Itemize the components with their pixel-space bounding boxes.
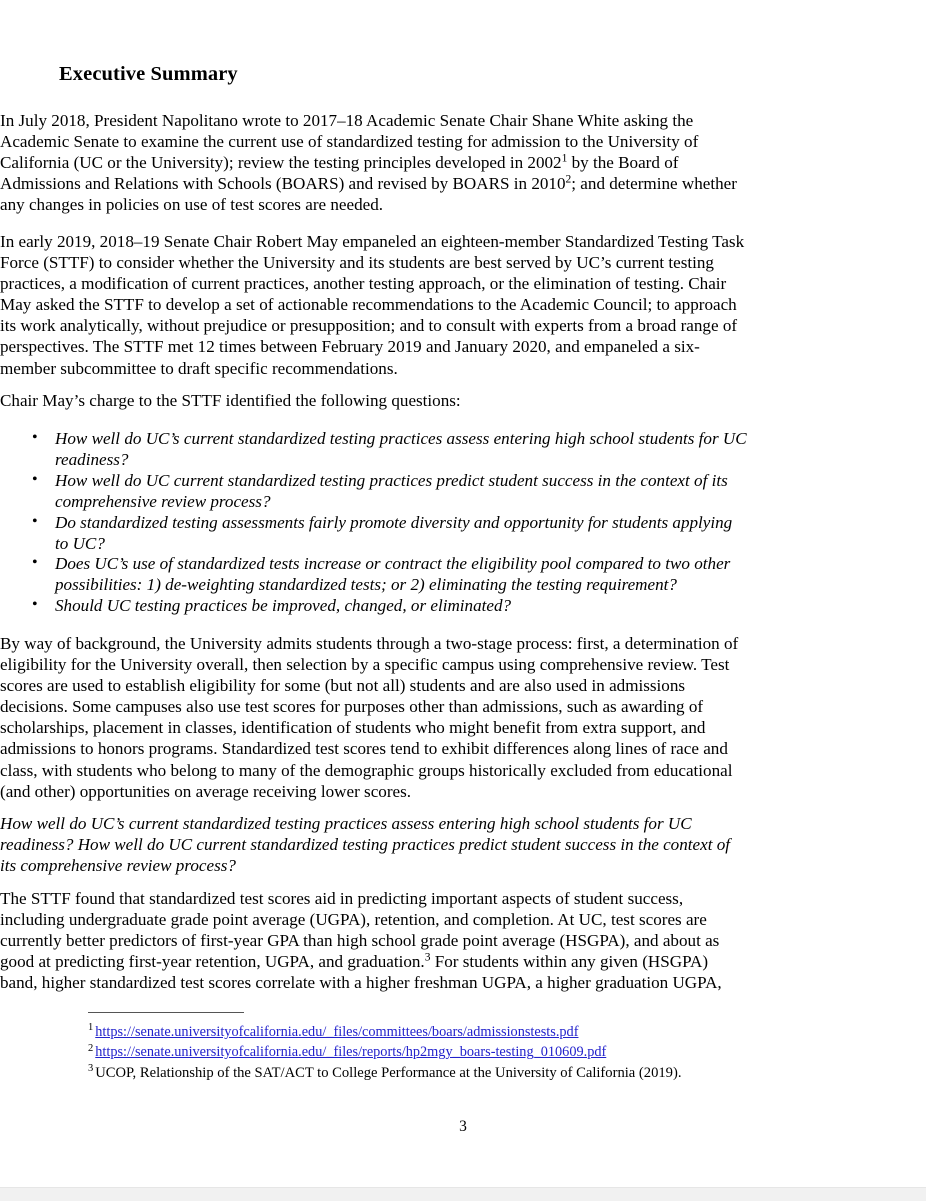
paragraph-text-part: ; and determine whether any changes in policies on use of test scores are needed.: [0, 174, 737, 215]
page-number: 3: [459, 1118, 467, 1135]
footnote-ref-3[interactable]: 3: [424, 951, 431, 964]
paragraph-background: By way of background, the University admits students through a two-stage process: first, a determination of eligibility for the University overall, then selection by a specific campus using comprehensive review. Test scores are used to establish eligibility for some (but not all) students and are also used in admissions decisions. Some campuses also use test scores for purposes other than admissions, such as awarding of scholarships, placement in classes, identification of students who might benefit from extra support, and admissions to honors programs. Standardized test scores tend to exhibit differences along lines of race and class, with students who belong to many of the demographic groups historically excluded from educational (and other) opportunities on average receiving lower scores.: [0, 634, 739, 801]
list-item: [0, 471, 748, 513]
footnote-1: [88, 1022, 848, 1042]
page-title: Executive Summary: [59, 63, 238, 85]
paragraph-text-part: For students within any given (HSGPA) band, higher standardized test scores correlate with a higher freshman UGPA, a higher graduation UGPA,: [0, 952, 722, 993]
footnote-link-boars-testing-report[interactable]: https://senate.universityofcalifornia.edu/_files/reports/hp2mgy_boars-testing_010609.pdf: [95, 1044, 607, 1061]
bullet-icon: •: [32, 596, 38, 614]
bullet-icon: •: [32, 429, 38, 446]
list-item: [0, 596, 748, 617]
paragraph-sttf-formation: In early 2019, 2018–19 Senate Chair Robert May empaneled an eighteen-member Standardized Testing Task Force (STTF) to consider whether the University and its students are best served by UC’s current testing practices, a modification of current practices, another testing approach, or the elimination of testing. Chair May asked the STTF to develop a set of actionable recommendations to the Academic Council; to approach its work analytically, without prejudice or presupposition; and to consult with experts from a broad range of perspectives. The STTF met 12 times between February 2019 and January 2020, and empaneled a six-member subcommittee to draft specific recommendations.: [0, 232, 745, 378]
list-item: [0, 513, 748, 555]
footnote-number: 1: [88, 1022, 94, 1034]
footnote-ref-1[interactable]: 1: [561, 152, 568, 165]
bullet-icon: •: [32, 470, 38, 488]
footnote-link-boars-admissionstests[interactable]: https://senate.universityofcalifornia.edu/_files/committees/boars/admissionstests.pdf: [95, 1024, 579, 1040]
paragraph-text-part: In July 2018, President Napolitano wrote to 2017–18 Academic Senate Chair Shane White asking the Academic Senate to examine the current use of standardized testing for admission to the University of California (UC or the University); review the testing principles developed in 2002: [0, 111, 699, 173]
list-item-label: Do standardized testing assessments fairly promote diversity and opportunity for students applying to UC?: [55, 512, 733, 553]
paragraph-text-part: by the Board of Admissions and Relations with Schools (BOARS) and revised by BOARS in 2010: [0, 153, 679, 194]
list-item-label: How well do UC’s current standardized testing practices assess entering high school students for UC readiness?: [55, 429, 747, 469]
paragraph-charge-leadin: Chair May’s charge to the STTF identified the following questions:: [0, 391, 461, 410]
paragraph-text-part: The STTF found that standardized test scores aid in predicting important aspects of student success, including undergraduate grade point average (UGPA), retention, and completion. At UC, test scores are currently better predictors of first-year GPA than high school grade point average (HSGPA), and about as good at predicting first-year retention, UGPA, and graduation.: [0, 889, 720, 972]
section-heading-questions-italic: How well do UC’s current standardized testing practices assess entering high school students for UC readiness? How well do UC current standardized testing practices predict student success in the context of its comprehensive review process?: [0, 814, 731, 876]
footnote-citation-text: UCOP, Relationship of the SAT/ACT to College Performance at the University of California (2019).: [95, 1064, 682, 1081]
footnote-separator: [88, 1012, 244, 1013]
footnote-ref-2[interactable]: 2: [565, 173, 572, 186]
charge-questions-list: [0, 429, 748, 617]
footnote-number: 3: [88, 1062, 94, 1074]
list-item-label: How well do UC current standardized testing practices predict student success in the context of its comprehensive review process?: [55, 470, 728, 511]
list-item-label: Should UC testing practices be improved, changed, or eliminated?: [55, 596, 512, 616]
list-item-label: Does UC’s use of standardized tests increase or contract the eligibility pool compared to two other possibilities: 1) de-weighting standardized tests; or 2) eliminating the testing requirement?: [55, 554, 731, 595]
bullet-icon: •: [32, 512, 38, 530]
paragraph-sttf-findings: [0, 888, 748, 993]
list-item: [0, 554, 748, 596]
page-bottom-edge: [0, 1187, 926, 1201]
list-item: [0, 429, 748, 471]
footnote-2: [88, 1042, 848, 1062]
paragraph-intro-napolitano: [0, 110, 748, 215]
bullet-icon: •: [32, 554, 38, 572]
footnote-3: [88, 1063, 848, 1083]
footnotes-section: [88, 1022, 848, 1083]
footnote-number: 2: [88, 1042, 94, 1054]
